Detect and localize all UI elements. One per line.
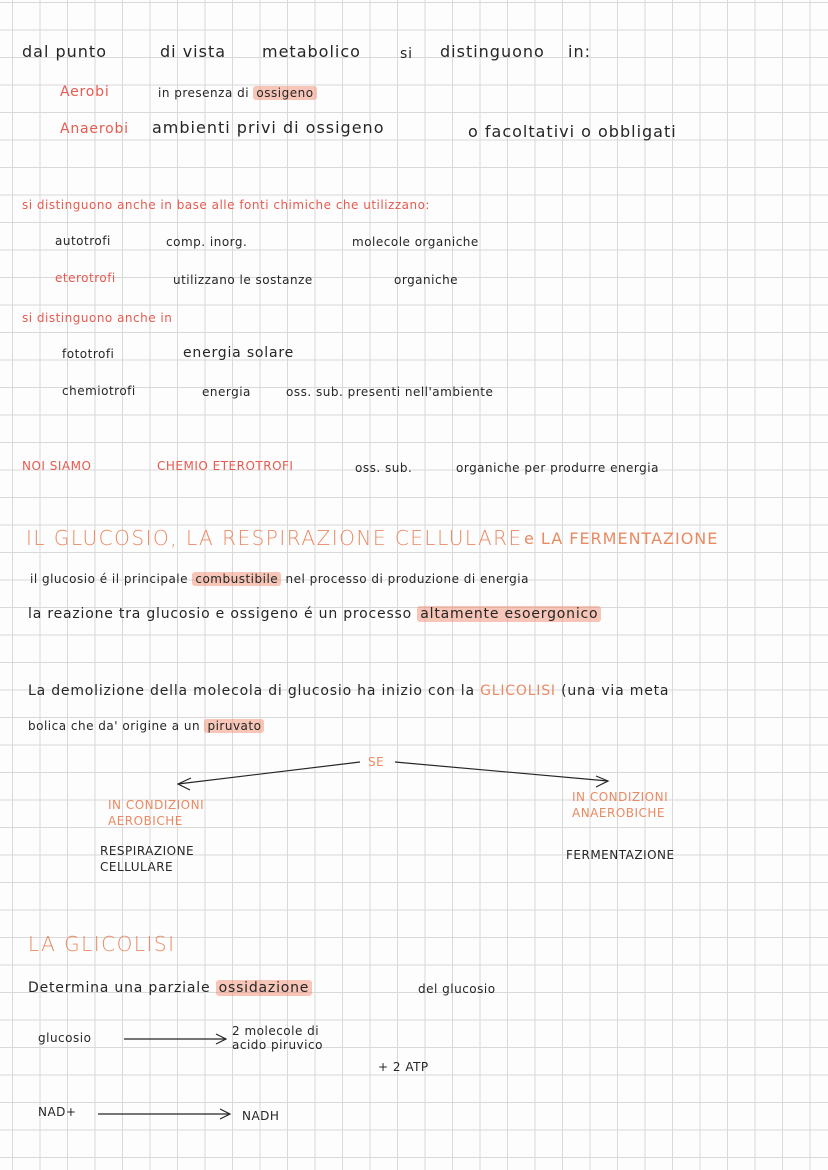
plus-atp: + 2 ATP — [378, 1060, 429, 1074]
product-acido-piruvico: 2 molecole di acido piruvico — [232, 1024, 323, 1052]
autotrofi-result: molecole organiche — [352, 235, 479, 249]
reactant-nad: NAD+ — [38, 1105, 77, 1119]
product-nadh: NADH — [242, 1109, 280, 1123]
right-arrow-line — [395, 762, 608, 781]
word: dal punto — [22, 42, 107, 61]
chemiotrofi-label: chemiotrofi — [62, 384, 136, 398]
left-arrow-line — [178, 762, 360, 784]
p1-a: il glucosio é il principale — [30, 572, 189, 586]
eterotrofi-desc: utilizzano le sostanze — [173, 273, 313, 287]
p4-b: piruvato — [204, 719, 264, 733]
glicolisi-desc-c: del glucosio — [418, 982, 496, 996]
noi-label: NOI SIAMO — [22, 459, 92, 473]
aerobi-desc-a: in presenza di — [158, 86, 250, 100]
section-title: IL GLUCOSIO, LA RESPIRAZIONE CELLULARE — [26, 526, 523, 550]
anaerobi-desc: ambienti privi di ossigeno — [152, 118, 385, 137]
eterotrofi-label: eterotrofi — [55, 271, 116, 285]
section-title-2: e LA FERMENTAZIONE — [524, 529, 719, 548]
noi-desc2: organiche per produrre energia — [456, 461, 659, 475]
p1-b: combustibile — [192, 572, 281, 586]
word: distinguono — [440, 42, 545, 61]
aerobi-desc-b: ossigeno — [253, 86, 316, 100]
right-result: FERMENTAZIONE — [566, 848, 675, 862]
word: in: — [568, 42, 591, 61]
noi-desc: oss. sub. — [355, 461, 413, 475]
fototrofi-desc: energia solare — [183, 345, 295, 361]
noi-type: CHEMIO ETEROTROFI — [157, 459, 294, 473]
eterotrofi-desc2: organiche — [394, 273, 459, 287]
glicolisi-desc — [28, 981, 312, 995]
chemiotrofi-desc2: oss. sub. presenti nell'ambiente — [286, 385, 494, 399]
p3-a: La demolizione della molecola di glucosio ha inizio con la — [28, 683, 475, 699]
aerobi-label: Aerobi — [60, 84, 110, 100]
word: si — [400, 46, 413, 62]
autotrofi-desc: comp. inorg. — [166, 235, 248, 249]
word: metabolico — [262, 42, 361, 61]
p2-a: la reazione tra glucosio e ossigeno é un processo — [28, 606, 413, 622]
reactant-glucosio: glucosio — [38, 1031, 92, 1045]
glicolisi-desc-b: ossidazione — [216, 980, 313, 996]
word: di vista — [160, 42, 227, 61]
right-condition: IN CONDIZIONI ANAEROBICHE — [572, 790, 669, 820]
chemiotrofi-desc: energia — [202, 385, 251, 399]
p2-b: altamente esoergonico — [417, 606, 601, 622]
left-condition: IN CONDIZIONI AEROBICHE — [108, 798, 205, 828]
p4-a: bolica che da' origine a un — [28, 719, 201, 733]
glicolisi-desc-a: Determina una parziale — [28, 980, 211, 996]
p1-c: nel processo di produzione di energia — [285, 572, 529, 586]
glicolisi-title: LA GLICOLISI — [28, 932, 176, 956]
p3-b: GLICOLISI — [480, 683, 556, 699]
fototrofi-label: fototrofi — [62, 347, 115, 361]
energia-heading: si distinguono anche in — [22, 311, 173, 325]
anaerobi-label: Anaerobi — [60, 121, 129, 137]
autotrofi-label: autotrofi — [55, 234, 111, 248]
left-result: RESPIRAZIONE CELLULARE — [100, 844, 195, 874]
fonti-heading: si distinguono anche in base alle fonti chimiche che utilizzano: — [22, 198, 430, 212]
anaerobi-note: o facoltativi o obbligati — [468, 122, 677, 141]
p3-c: (una via meta — [561, 683, 670, 699]
se-label: SE — [368, 755, 385, 769]
right-arrow-head — [596, 776, 608, 787]
